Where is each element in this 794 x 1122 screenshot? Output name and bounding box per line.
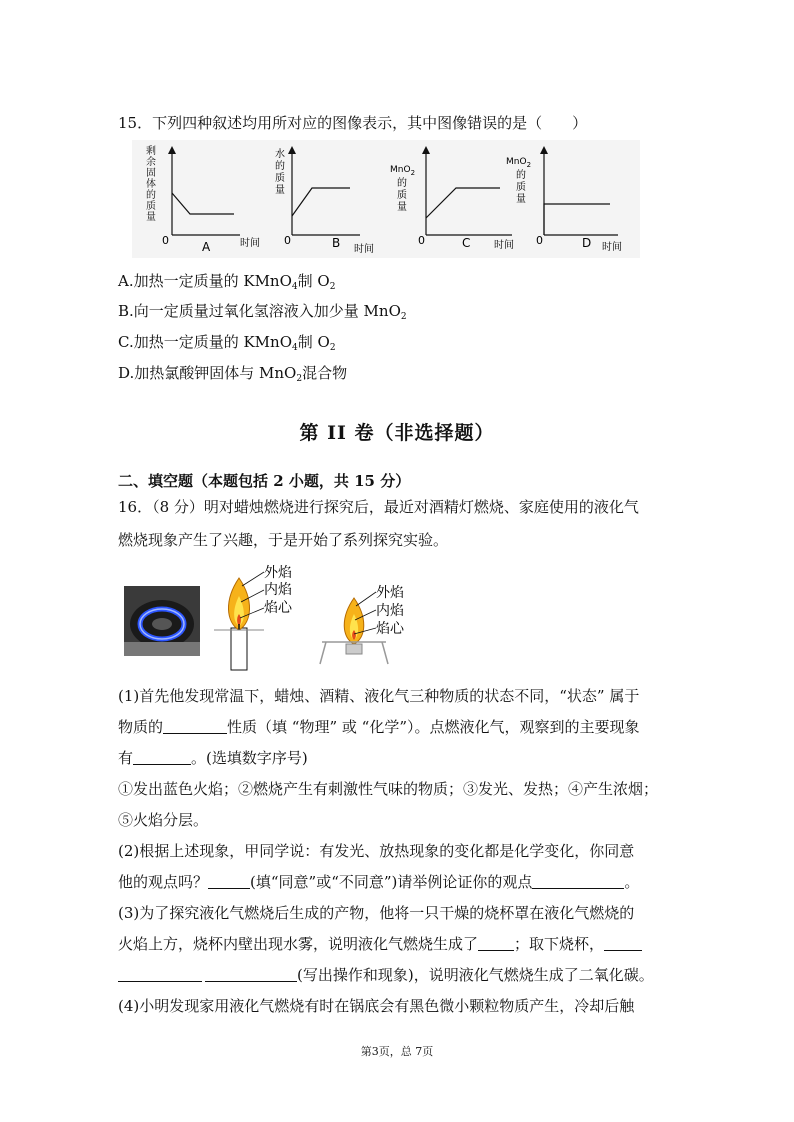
svg-text:的质量 [397,177,407,213]
svg-text:外焰: 外焰 [264,565,292,581]
q16-p2-line2: 他的观点吗？ (填“同意”或“不同意”)请举例论证你的观点 。 [118,873,640,891]
graph-ylabel-char: 质 [516,182,526,193]
svg-text:MnO2: MnO$_2$ [390,165,416,177]
option-c: C.加热一定质量的 KMnO$_4$制 $O_2$ [118,333,336,353]
answer-blank[interactable] [208,873,250,889]
answer-blank[interactable] [118,966,202,982]
q16-p4-line1: (4)小明发现家用液化气燃烧有时在锅底会有黑色微小颗粒物质产生，冷却后触 [118,997,635,1015]
q15-graphs [132,140,640,258]
svg-text:MnO2: MnO$_2$ [506,157,532,169]
answer-blank[interactable] [604,935,642,951]
answer-blank[interactable] [205,966,297,982]
q16-p3-line2: 火焰上方，烧杯内壁出现水雾，说明液化气燃烧生成了 ；取下烧杯， [118,933,642,955]
svg-text:焰心: 焰心 [376,621,404,637]
q16-p1-line2: 物质的 性质（填 “物理” 或 “化学”）。点燃液化气，观察到的主要现象 [118,718,640,736]
section2-heading: 二、填空题（本题包括 2 小题，共 15 分） [118,472,411,490]
graph-ylabel-char: 水 [275,149,285,160]
graph-ylabel-char: 固 [146,168,156,179]
graph-ylabel-char: 量 [146,212,156,223]
svg-text:内焰: 内焰 [376,603,404,619]
graph-ylabel-char: 的 [275,161,285,172]
graph-ylabel-char: 的 [397,178,407,189]
q16-p3-line3: (写出操作和现象)，说明液化气燃烧生成了二氧化碳。 [118,964,654,986]
graph-ylabel-char: 质 [146,201,156,212]
option-b: B.向一定质量过氧化氢溶液入加少量 MnO$_2$ [118,302,407,322]
q16-p1-line1: (1)首先他发现常温下，蜡烛、酒精、液化气三种物质的状态不同，“状态” 属于 [118,687,640,705]
svg-text:外焰: 外焰 [376,585,404,601]
graph-ylabel-char: 量 [275,185,285,196]
graph-c-xlabel: 时间 [494,240,514,251]
svg-text:焰心: 焰心 [264,600,292,616]
svg-text:内焰: 内焰 [264,582,292,598]
graph-b-xlabel: 时间 [354,244,374,255]
svg-text:水的质量 [275,147,285,196]
graph-ylabel-char: 的 [516,170,526,181]
q16-p3-line1: (3)为了探究液化气燃烧后生成的产物，他将一只干燥的烧杯罩在液化气燃烧的 [118,904,635,922]
q16-p2-line1: (2)根据上述现象，甲同学说：有发光、放热现象的变化都是化学变化，你同意 [118,842,635,860]
q16-intro-2: 燃烧现象产生了兴趣，于是开始了系列探究实验。 [118,531,449,549]
candle-flame-diagram [206,560,306,672]
answer-blank[interactable] [532,873,624,889]
svg-text:剩余固体的质量 [146,144,156,223]
graph-a-origin: 0 [162,234,169,247]
option-a: A.加热一定质量的 KMnO$_4$制 $O_2$ [118,272,336,292]
graph-ylabel-char: 体 [146,179,156,190]
answer-blank[interactable] [133,749,191,765]
graph-ylabel-char: 量 [397,202,407,213]
answer-blank[interactable] [163,718,227,734]
q16-p1-line3: 有 。(选填数字序号) [118,749,308,767]
graph-ylabel-char: 剩 [146,146,156,157]
graph-a-letter: A [202,240,211,254]
graph-ylabel-char: 质 [397,190,407,201]
graph-a-xlabel: 时间 [240,238,260,249]
page-footer: 第3页，总 7页 [360,1045,434,1058]
graph-b-origin: 0 [284,234,291,247]
graph-c-letter: C [462,236,471,250]
graph-d-letter: D [582,236,592,250]
graph-ylabel-char: 余 [146,157,156,168]
graph-ylabel-char: 量 [516,194,526,205]
q16-p1-line4: ①发出蓝色火焰；②燃烧产生有刺激性气味的物质；③发光、发热；④产生浓烟； [118,780,659,798]
graph-d-origin: 0 [536,234,543,247]
graph-b-letter: B [332,236,341,250]
graph-ylabel-char: 质 [275,173,285,184]
answer-blank[interactable] [478,935,514,951]
graph-d-xlabel: 时间 [602,242,622,253]
gas-flame-diagram [318,580,418,672]
q16-p1-line5: ⑤火焰分层。 [118,811,209,829]
graph-c-origin: 0 [418,234,425,247]
q16-intro-1: 16．（8 分）明对蜡烛燃烧进行探究后，最近对酒精灯燃烧、家庭使用的液化气 [118,498,639,516]
q15-stem: 15．下列四种叙述均用所对应的图像表示，其中图像错误的是（ ） [118,114,588,132]
section-title: 第 II 卷（非选择题） [299,422,495,444]
gas-burner-photo [124,586,200,656]
graph-ylabel-char: 的 [146,190,156,201]
option-d: D.加热氯酸钾固体与 MnO$_2$混合物 [118,364,348,384]
svg-text:的质量 [516,169,526,205]
